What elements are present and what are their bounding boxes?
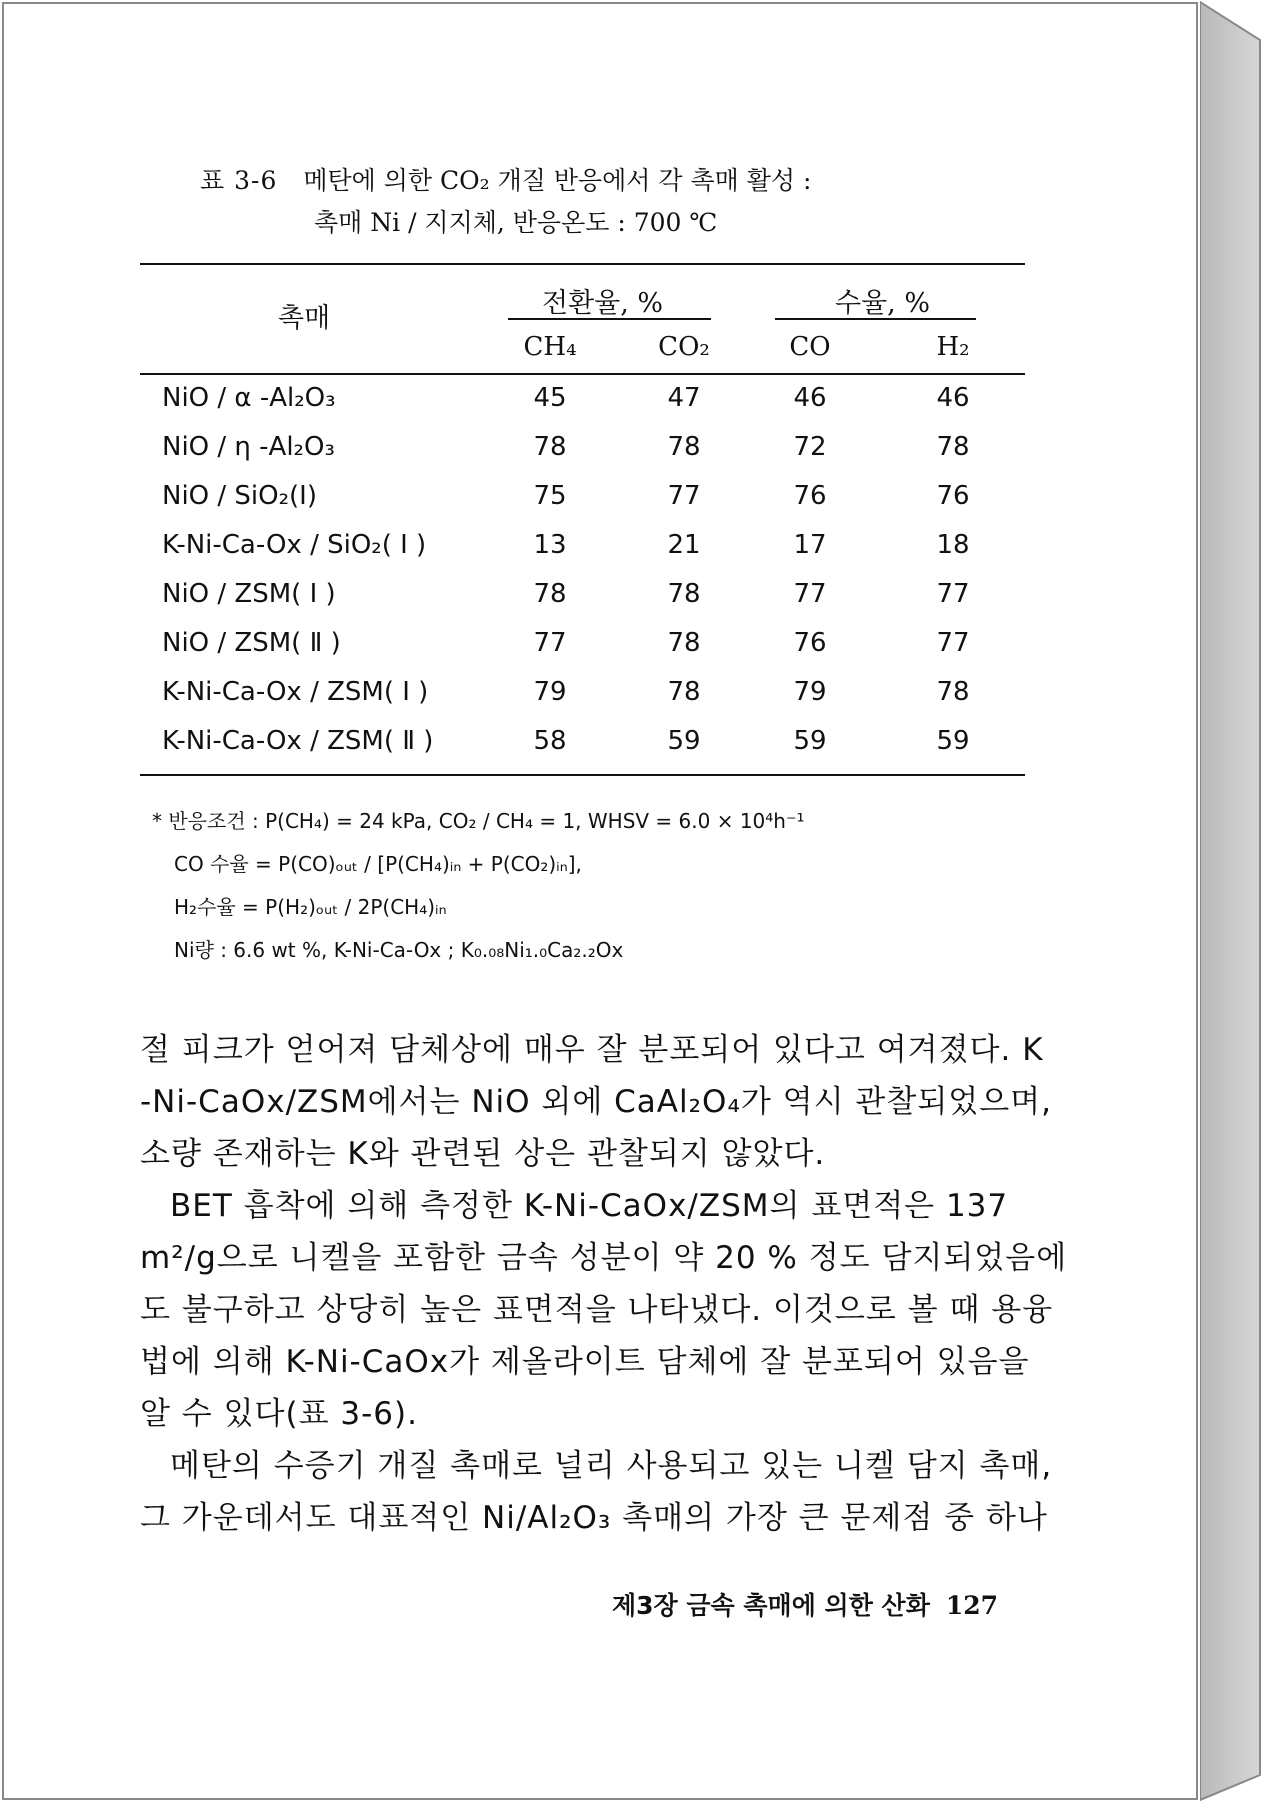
cell-co: 72 xyxy=(793,432,827,462)
cell-ch4: 13 xyxy=(533,530,567,560)
table-number: 표 3-6 xyxy=(200,166,278,195)
cell-co: 59 xyxy=(793,726,827,756)
row-catalyst: NiO / α -Al₂O₃ xyxy=(162,383,336,413)
cell-ch4: 58 xyxy=(533,726,567,756)
cell-co2: 77 xyxy=(667,481,701,511)
table-row xyxy=(140,432,1025,481)
body-text xyxy=(140,1024,1068,1544)
row-catalyst: K-Ni-Ca-Ox / SiO₂( Ⅰ ) xyxy=(162,530,427,560)
cell-ch4: 79 xyxy=(533,677,567,707)
text-line: 도 불구하고 상당히 높은 표면적을 나타냈다. 이것으로 볼 때 용융 xyxy=(140,1292,1054,1328)
cell-h2: 77 xyxy=(936,579,970,609)
cell-co2: 78 xyxy=(667,579,701,609)
row-catalyst: NiO / SiO₂(I) xyxy=(162,481,317,511)
cell-ch4: 78 xyxy=(533,579,567,609)
header-catalyst: 촉매 xyxy=(278,303,331,334)
page-footer xyxy=(612,1586,998,1622)
cell-co2: 78 xyxy=(667,677,701,707)
cell-h2: 78 xyxy=(936,432,970,462)
text-line: 소량 존재하는 K와 관련된 상은 관찰되지 않았다. xyxy=(140,1136,826,1172)
text-line: 그 가운데서도 대표적인 Ni/Al₂O₃ 촉매의 가장 큰 문제점 중 하나 xyxy=(140,1500,1048,1536)
cell-co: 17 xyxy=(793,530,827,560)
page-number: 127 xyxy=(945,1591,999,1620)
text-line: BET 흡착에 의해 측정한 K-Ni-CaOx/ZSM의 표면적은 137 xyxy=(170,1188,1009,1224)
row-catalyst: NiO / ZSM( Ⅱ ) xyxy=(162,628,341,658)
book-edge xyxy=(1200,0,1287,1806)
text-line: 절 피크가 얻어져 담체상에 매우 잘 분포되어 있다고 여겨졌다. K xyxy=(140,1032,1044,1068)
footnote-conditions: * 반응조건 : P(CH₄) = 24 kPa, CO₂ / CH₄ = 1, WHSV = 6.0 × 10⁴h⁻¹ xyxy=(152,809,805,833)
table-top-rule xyxy=(140,263,1025,265)
cell-co: 76 xyxy=(793,628,827,658)
caption-line-1: 메탄에 의한 CO₂ 개질 반응에서 각 촉매 활성 : xyxy=(303,166,812,195)
cell-ch4: 45 xyxy=(533,383,567,413)
cell-ch4: 78 xyxy=(533,432,567,462)
cell-h2: 18 xyxy=(936,530,970,560)
row-catalyst: K-Ni-Ca-Ox / ZSM( Ⅰ ) xyxy=(162,677,429,707)
cell-ch4: 77 xyxy=(533,628,567,658)
caption-line-2: 촉매 Ni / 지지체, 반응온도 : 700 ℃ xyxy=(314,208,718,237)
table-caption xyxy=(200,160,811,244)
cell-h2: 77 xyxy=(936,628,970,658)
cell-h2: 59 xyxy=(936,726,970,756)
table-row xyxy=(140,481,1025,530)
text-line: -Ni-CaOx/ZSM에서는 NiO 외에 CaAl₂O₄가 역시 관찰되었으며, xyxy=(140,1084,1052,1120)
row-catalyst: NiO / η -Al₂O₃ xyxy=(162,432,335,462)
subheader-co2: CO₂ xyxy=(658,332,710,362)
table-row xyxy=(140,726,1025,775)
cell-ch4: 75 xyxy=(533,481,567,511)
table-row xyxy=(140,530,1025,579)
cell-co: 79 xyxy=(793,677,827,707)
cell-co2: 78 xyxy=(667,628,701,658)
footnote-co-yield: CO 수율 = P(CO)ₒᵤₜ / [P(CH₄)ᵢₙ + P(CO₂)ᵢₙ], xyxy=(174,852,582,876)
footnote-ni-content: Ni량 : 6.6 wt %, K-Ni-Ca-Ox ; K₀.₀₈Ni₁.₀Ca₂.₂Ox xyxy=(174,938,624,962)
header-yield: 수율, % xyxy=(835,288,930,319)
chapter-title: 제3장 금속 촉매에 의한 산화 xyxy=(612,1591,930,1620)
table-footnotes xyxy=(152,800,805,972)
table-row xyxy=(140,677,1025,726)
table-row xyxy=(140,628,1025,677)
cell-h2: 46 xyxy=(936,383,970,413)
cell-co: 77 xyxy=(793,579,827,609)
subheader-co: CO xyxy=(789,332,831,362)
row-catalyst: K-Ni-Ca-Ox / ZSM( Ⅱ ) xyxy=(162,726,434,756)
cell-co: 46 xyxy=(793,383,827,413)
row-catalyst: NiO / ZSM( Ⅰ ) xyxy=(162,579,336,609)
footnote-h2-yield: H₂수율 = P(H₂)ₒᵤₜ / 2P(CH₄)ᵢₙ xyxy=(174,895,447,919)
table-row xyxy=(140,383,1025,432)
table-header-rule xyxy=(140,373,1025,375)
cell-co2: 47 xyxy=(667,383,701,413)
text-line: m²/g으로 니켈을 포함한 금속 성분이 약 20 % 정도 담지되었음에 xyxy=(140,1240,1068,1276)
subheader-h2: H₂ xyxy=(936,332,970,362)
text-line: 알 수 있다(표 3-6). xyxy=(140,1396,418,1432)
text-line: 법에 의해 K-Ni-CaOx가 제올라이트 담체에 잘 분포되어 있음을 xyxy=(140,1344,1030,1380)
cell-h2: 76 xyxy=(936,481,970,511)
cell-h2: 78 xyxy=(936,677,970,707)
cell-co2: 21 xyxy=(667,530,701,560)
header-conversion: 전환율, % xyxy=(542,288,664,319)
text-line: 메탄의 수증기 개질 촉매로 널리 사용되고 있는 니켈 담지 촉매, xyxy=(170,1448,1053,1484)
subheader-ch4: CH₄ xyxy=(523,332,577,362)
cell-co2: 78 xyxy=(667,432,701,462)
cell-co2: 59 xyxy=(667,726,701,756)
cell-co: 76 xyxy=(793,481,827,511)
table-row xyxy=(140,579,1025,628)
